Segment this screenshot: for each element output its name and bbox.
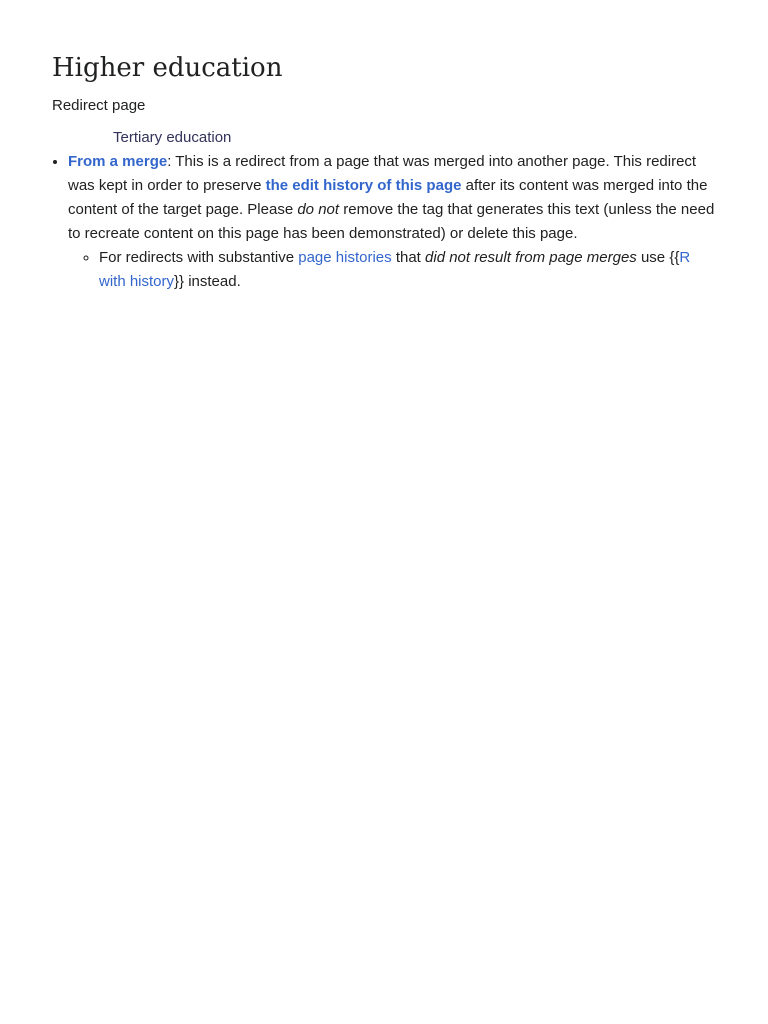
sub-list [68, 246, 716, 294]
sub-text-4: }} instead. [174, 273, 241, 290]
list-item-substantive-histories [99, 246, 716, 294]
sub-text-2: that [391, 249, 426, 266]
page-title: Higher education [52, 53, 283, 83]
merge-description-text-3: remove the tag that generates this text (unless the need to recreate content on this page has been demonstrated) or delete this page. [68, 201, 715, 242]
page-histories-link[interactable]: page histories [298, 249, 392, 266]
merge-description-text: : This is a redirect from a page that was merged into another page. This redirect was kept in order to preserve [68, 153, 697, 194]
from-a-merge-link[interactable]: From a merge [68, 153, 168, 170]
sub-text-1: For redirects with substantive [99, 249, 299, 266]
did-not-result-emphasis: did not result from page merges [425, 249, 637, 266]
do-not-emphasis: do not [297, 201, 340, 218]
redirect-page-label: Redirect page [52, 97, 146, 114]
redirect-category-list [52, 150, 716, 294]
redirect-target-link[interactable]: Tertiary education [113, 129, 232, 146]
list-item-from-merge [68, 150, 716, 294]
merge-description-text-2: after its content was merged into the content of the target page. Please [68, 177, 708, 218]
r-with-history-link[interactable]: R with history [99, 249, 691, 290]
edit-history-link[interactable]: the edit history of this page [265, 177, 462, 194]
sub-text-3: use {{ [636, 249, 680, 266]
redirect-target [113, 128, 716, 148]
